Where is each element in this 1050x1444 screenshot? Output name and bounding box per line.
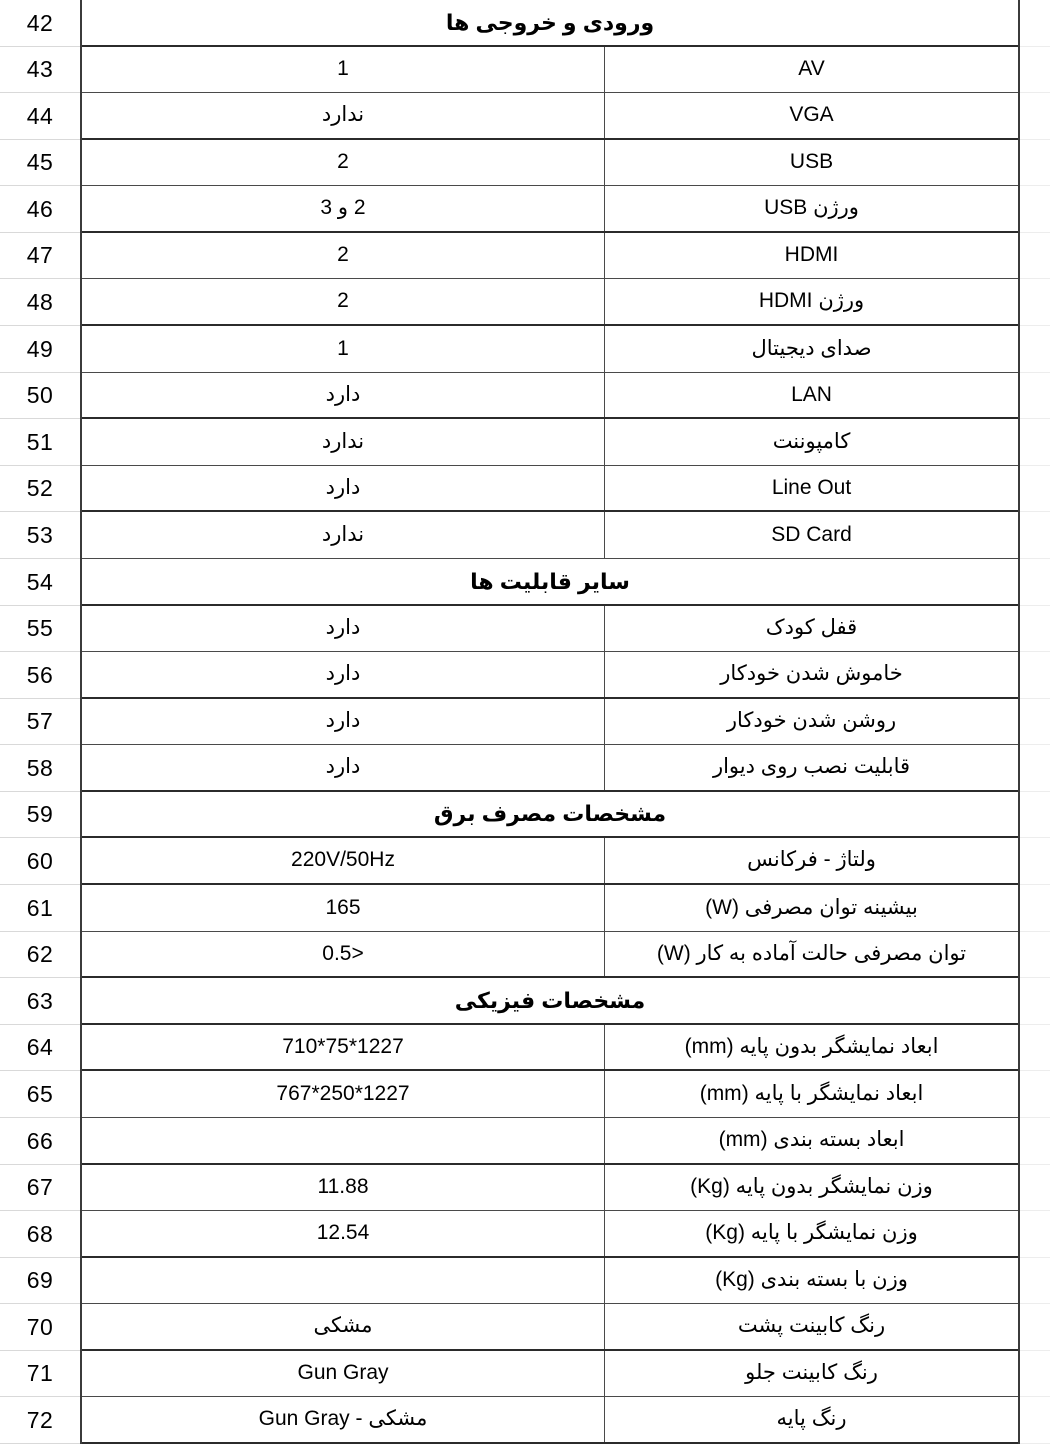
spec-label-cell[interactable]: ابعاد نمایشگر بدون پایه (mm) (604, 1025, 1018, 1069)
sheet-gridline (1020, 373, 1050, 419)
table-row (82, 1071, 1018, 1118)
table-row (82, 1304, 1018, 1351)
spec-value-cell[interactable]: دارد (325, 382, 361, 406)
table-row (82, 466, 1018, 512)
sheet-gridline (1020, 1118, 1050, 1165)
sheet-gridline (1020, 1071, 1050, 1118)
spec-label-cell[interactable]: ورژن USB (604, 186, 1018, 231)
row-number[interactable]: 70 (0, 1304, 80, 1351)
row-number[interactable]: 61 (0, 885, 80, 932)
spec-value-cell[interactable]: ندارد (321, 522, 365, 546)
sheet-gridline (1020, 1351, 1050, 1397)
spec-label-cell[interactable]: قفل کودک (604, 606, 1018, 651)
section-title: ورودی و خروجی ها (445, 9, 655, 35)
row-number[interactable]: 53 (0, 512, 80, 559)
table-row (82, 233, 1018, 279)
spec-label-cell[interactable]: AV (604, 47, 1018, 92)
spec-value-cell[interactable]: 2 (337, 289, 349, 313)
spec-value-cell[interactable]: ندارد (321, 103, 365, 127)
spec-value-cell[interactable]: 2 (337, 243, 349, 267)
spec-value-cell[interactable]: دارد (325, 662, 361, 686)
sheet-gridline (1020, 419, 1050, 466)
spec-value-cell[interactable]: دارد (325, 709, 361, 733)
spec-label-cell[interactable]: VGA (604, 93, 1018, 138)
row-number[interactable]: 51 (0, 419, 80, 466)
row-number[interactable]: 65 (0, 1071, 80, 1118)
spec-label-cell[interactable]: LAN (604, 373, 1018, 417)
section-header-row (82, 0, 1018, 47)
sheet-gridline (1020, 652, 1050, 699)
row-number[interactable]: 63 (0, 978, 80, 1025)
spec-value-cell[interactable] (82, 1258, 604, 1303)
spec-value-cell[interactable]: مشکی - Gun Gray (258, 1407, 428, 1431)
table-row (82, 606, 1018, 652)
table-row (82, 140, 1018, 186)
spec-label-cell[interactable]: رنگ کابینت جلو (604, 1351, 1018, 1396)
row-number[interactable]: 60 (0, 838, 80, 885)
sheet-gridline (1020, 1304, 1050, 1351)
section-header-row (82, 792, 1018, 838)
spec-value-cell[interactable]: 12.54 (316, 1221, 370, 1245)
spec-value-cell[interactable]: 11.88 (317, 1175, 369, 1199)
table-row (82, 373, 1018, 419)
table-row (82, 279, 1018, 326)
section-title: مشخصات مصرف برق (433, 801, 667, 827)
table-row (82, 512, 1018, 559)
sheet-gridline (1020, 0, 1050, 47)
sheet-gridline (1020, 838, 1050, 885)
row-number[interactable]: 71 (0, 1351, 80, 1397)
spec-label-cell[interactable]: صدای دیجیتال (604, 326, 1018, 372)
sheet-gridline (1020, 1397, 1050, 1444)
row-number[interactable]: 54 (0, 559, 80, 606)
spec-label-cell[interactable]: Line Out (604, 466, 1018, 510)
section-title: مشخصات فیزیکی (454, 987, 646, 1013)
sheet-gridline (1020, 978, 1050, 1025)
spec-label-cell[interactable]: رنگ کابینت پشت (604, 1304, 1018, 1349)
table-row (82, 186, 1018, 233)
spec-label-cell[interactable]: وزن نمایشگر بدون پایه (Kg) (604, 1165, 1018, 1210)
sheet-gridline (1020, 792, 1050, 838)
table-row (82, 1211, 1018, 1258)
spec-label-cell[interactable]: ابعاد نمایشگر با پایه (mm) (604, 1071, 1018, 1117)
table-row (82, 1118, 1018, 1165)
sheet-gridline (1020, 326, 1050, 373)
sheet-gridline (1020, 47, 1050, 93)
sheet-gridline (1020, 279, 1050, 326)
spec-label-cell[interactable]: USB (604, 140, 1018, 185)
spec-label-cell[interactable]: SD Card (604, 512, 1018, 558)
table-row (82, 419, 1018, 466)
row-number[interactable]: 57 (0, 699, 80, 745)
row-number[interactable]: 68 (0, 1211, 80, 1258)
table-row (82, 838, 1018, 885)
spec-label-cell[interactable]: ابعاد بسته بندی (mm) (604, 1118, 1018, 1163)
specification-table (80, 0, 1020, 1444)
sheet-gridline (1020, 885, 1050, 932)
table-row (82, 932, 1018, 978)
sheet-gridline (1020, 466, 1050, 512)
sheet-gridline (1020, 1025, 1050, 1071)
table-row (82, 745, 1018, 792)
spec-label-cell[interactable]: خاموش شدن خودکار (604, 652, 1018, 697)
spec-label-cell[interactable]: HDMI (604, 233, 1018, 278)
spec-label-cell[interactable]: وزن نمایشگر با پایه (Kg) (604, 1211, 1018, 1256)
row-number[interactable]: 43 (0, 47, 80, 93)
section-header-row (82, 978, 1018, 1025)
sheet-background-tail (1020, 0, 1050, 1444)
table-row (82, 93, 1018, 140)
row-number[interactable]: 48 (0, 279, 80, 326)
table-row (82, 1025, 1018, 1071)
row-number[interactable]: 47 (0, 233, 80, 279)
spec-value-cell[interactable]: 165 (325, 895, 361, 919)
sheet-gridline (1020, 233, 1050, 279)
row-number-gutter (0, 0, 80, 1444)
spec-value-cell[interactable]: Gun Gray (297, 1361, 389, 1385)
table-row (82, 1397, 1018, 1444)
row-number[interactable]: 46 (0, 186, 80, 233)
row-number[interactable]: 64 (0, 1025, 80, 1071)
sheet-gridline (1020, 186, 1050, 233)
table-row (82, 1165, 1018, 1211)
table-row (82, 1258, 1018, 1304)
spec-label-cell[interactable]: ورژن HDMI (604, 279, 1018, 324)
row-number[interactable]: 55 (0, 606, 80, 652)
spec-value-cell[interactable]: 220V/50Hz (291, 848, 395, 872)
row-number[interactable]: 52 (0, 466, 80, 512)
spec-value-cell[interactable]: ندارد (321, 429, 365, 453)
spec-label-cell[interactable]: کامپوننت (604, 419, 1018, 465)
table-row (82, 885, 1018, 932)
row-number[interactable]: 72 (0, 1397, 80, 1444)
spec-label-cell[interactable]: رنگ پایه (604, 1397, 1018, 1442)
table-row (82, 652, 1018, 699)
spec-value-cell[interactable]: 2 (337, 150, 349, 174)
table-row (82, 699, 1018, 745)
table-row (82, 47, 1018, 93)
sheet-gridline (1020, 512, 1050, 559)
sheet-gridline (1020, 140, 1050, 186)
row-number[interactable]: 69 (0, 1258, 80, 1304)
row-number[interactable]: 44 (0, 93, 80, 140)
row-number[interactable]: 59 (0, 792, 80, 838)
section-title: سایر قابلیت ها (470, 568, 630, 594)
table-row (82, 1351, 1018, 1397)
row-number[interactable]: 67 (0, 1165, 80, 1211)
row-number[interactable]: 45 (0, 140, 80, 186)
sheet-gridline (1020, 559, 1050, 606)
sheet-gridline (1020, 606, 1050, 652)
row-number[interactable]: 66 (0, 1118, 80, 1165)
spec-value-cell[interactable]: 1 (337, 336, 349, 360)
spec-label-cell[interactable]: روشن شدن خودکار (604, 699, 1018, 744)
spec-label-cell[interactable]: ولتاژ - فرکانس (604, 838, 1018, 883)
spec-value-cell[interactable] (82, 1118, 604, 1163)
spec-value-cell[interactable]: 2 و 3 (320, 196, 366, 220)
row-number[interactable]: 58 (0, 745, 80, 792)
spec-value-cell[interactable]: 1 (337, 57, 349, 81)
sheet-gridline (1020, 1165, 1050, 1211)
spec-value-cell[interactable]: دارد (325, 616, 361, 640)
sheet-gridline (1020, 1211, 1050, 1258)
spec-value-cell[interactable]: دارد (325, 475, 361, 499)
row-number[interactable]: 62 (0, 932, 80, 978)
row-number[interactable]: 49 (0, 326, 80, 373)
spec-label-cell[interactable]: وزن با بسته بندی (Kg) (604, 1258, 1018, 1303)
sheet-gridline (1020, 932, 1050, 978)
table-row (82, 326, 1018, 373)
sheet-gridline (1020, 93, 1050, 140)
sheet-gridline (1020, 1258, 1050, 1304)
spec-label-cell[interactable]: توان مصرفی حالت آماده به کار (W) (604, 932, 1018, 976)
spec-value-cell[interactable]: دارد (325, 755, 361, 779)
spec-label-cell[interactable]: بیشینه توان مصرفی (W) (604, 885, 1018, 931)
section-header-row (82, 559, 1018, 606)
row-number[interactable]: 56 (0, 652, 80, 699)
row-number[interactable]: 50 (0, 373, 80, 419)
spec-value-cell[interactable]: 1227*250*767 (276, 1081, 410, 1105)
sheet-gridline (1020, 699, 1050, 745)
sheet-gridline (1020, 745, 1050, 792)
spec-value-cell[interactable]: <0.5 (322, 941, 364, 965)
spec-value-cell[interactable]: 1227*75*710 (282, 1034, 404, 1058)
spec-value-cell[interactable]: مشکی (313, 1314, 373, 1338)
spec-label-cell[interactable]: قابلیت نصب روی دیوار (604, 745, 1018, 790)
row-number[interactable]: 42 (0, 0, 80, 47)
